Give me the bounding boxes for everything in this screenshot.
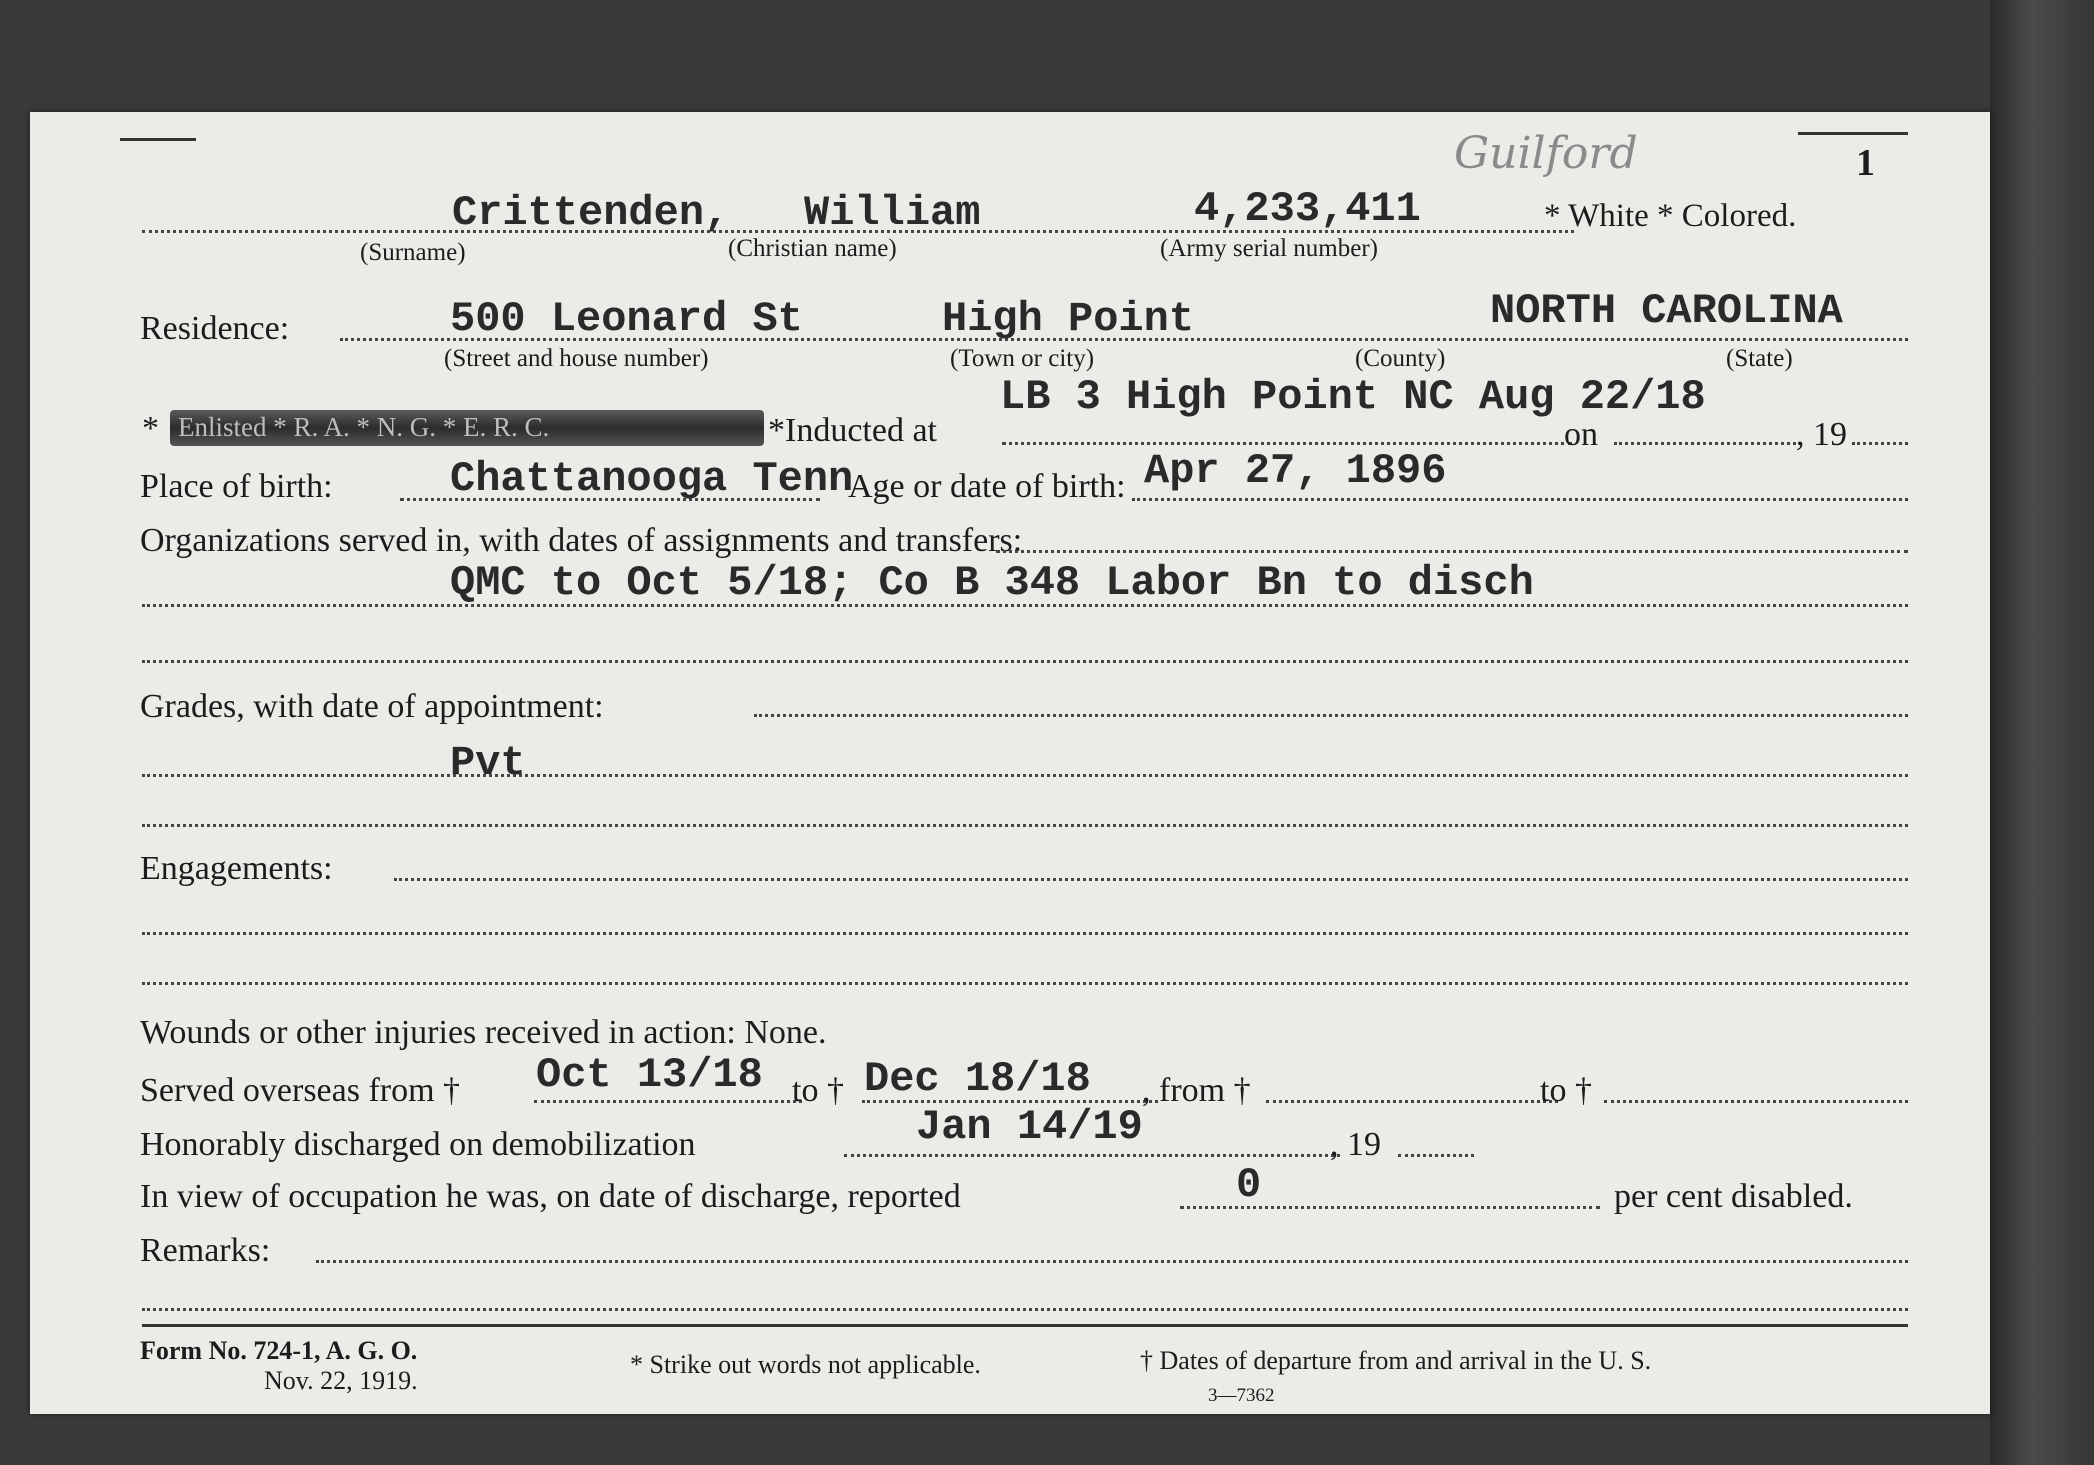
overseas-from-line-2 bbox=[1266, 1100, 1558, 1103]
wounds-text: Wounds or other injuries received in action: None. bbox=[140, 1014, 827, 1051]
street-value: 500 Leonard St bbox=[450, 295, 803, 343]
race-options: * White * Colored. bbox=[1544, 198, 1797, 234]
grades-line-3 bbox=[142, 824, 1908, 827]
inducted-label: *Inducted at bbox=[768, 412, 937, 449]
grades-value: Pvt bbox=[450, 739, 526, 787]
discharge-label: Honorably discharged on demobilization bbox=[140, 1126, 696, 1163]
serial-number-caption: (Army serial number) bbox=[1160, 235, 1378, 262]
serial-number-value: 4,233,411 bbox=[1194, 185, 1421, 233]
inducted-value: LB 3 High Point NC Aug 22/18 bbox=[1000, 373, 1706, 421]
on-label: on bbox=[1564, 416, 1598, 453]
overseas-label: Served overseas from † bbox=[140, 1072, 461, 1109]
remarks-label: Remarks: bbox=[140, 1232, 271, 1269]
town-value: High Point bbox=[942, 295, 1195, 343]
print-code: 3—7362 bbox=[1208, 1385, 1275, 1406]
age-label: Age or date of birth: bbox=[848, 468, 1126, 505]
organizations-line-2 bbox=[142, 604, 1908, 607]
engagements-line-1 bbox=[394, 878, 1908, 881]
organizations-label: Organizations served in, with dates of assignments and transfers: bbox=[140, 522, 1023, 559]
organizations-line-3 bbox=[142, 660, 1908, 663]
inducted-year-line bbox=[1852, 442, 1908, 445]
remarks-line-1 bbox=[316, 1260, 1908, 1263]
birth-date-value: Apr 27, 1896 bbox=[1144, 447, 1447, 495]
town-caption: (Town or city) bbox=[950, 345, 1095, 372]
overseas-from-value: Oct 13/18 bbox=[536, 1051, 763, 1099]
surname-caption: (Surname) bbox=[360, 239, 466, 266]
top-left-rule bbox=[120, 138, 196, 141]
form-number: Form No. 724-1, A. G. O. bbox=[140, 1336, 418, 1365]
form-date: Nov. 22, 1919. bbox=[264, 1366, 418, 1395]
surname-value: Crittenden, bbox=[452, 189, 730, 237]
inducted-year-label: , 19 bbox=[1796, 416, 1847, 453]
overseas-to-line-2 bbox=[1604, 1100, 1908, 1103]
engagements-line-2 bbox=[142, 932, 1908, 935]
birthplace-label: Place of birth: bbox=[140, 468, 333, 505]
state-caption: (State) bbox=[1726, 345, 1793, 372]
overseas-from-label-2: , from † bbox=[1142, 1072, 1251, 1109]
discharge-year-label: , 19 bbox=[1330, 1126, 1381, 1163]
service-record-card bbox=[30, 112, 1990, 1414]
occupation-label: In view of occupation he was, on date of discharge, reported bbox=[140, 1178, 961, 1215]
remarks-line-2 bbox=[142, 1308, 1908, 1311]
state-value: NORTH CAROLINA bbox=[1490, 287, 1843, 335]
grades-line-1 bbox=[754, 714, 1908, 717]
disabled-label: per cent disabled. bbox=[1614, 1178, 1853, 1215]
engagements-label: Engagements: bbox=[140, 850, 333, 887]
age-line bbox=[1132, 498, 1908, 501]
grades-line-2 bbox=[142, 774, 1908, 777]
scan-background bbox=[1990, 0, 2094, 1465]
top-right-rule bbox=[1798, 132, 1908, 135]
handwritten-county: Guilford bbox=[1454, 128, 1638, 179]
card-number: 1 bbox=[1856, 142, 1875, 184]
street-caption: (Street and house number) bbox=[444, 345, 709, 372]
overseas-to-label-2: to † bbox=[1540, 1072, 1592, 1109]
residence-label: Residence: bbox=[140, 310, 290, 347]
overseas-from-line bbox=[534, 1100, 802, 1103]
organizations-line-1 bbox=[996, 550, 1908, 553]
christian-name-caption: (Christian name) bbox=[728, 235, 897, 262]
on-date-line bbox=[1614, 442, 1796, 445]
inducted-line bbox=[1002, 442, 1572, 445]
discharge-date-value: Jan 14/19 bbox=[916, 1103, 1143, 1151]
christian-name-value: William bbox=[804, 189, 981, 237]
footnote-dates: † Dates of departure from and arrival in the U. S. bbox=[1140, 1346, 1652, 1375]
footer-rule bbox=[142, 1324, 1908, 1327]
county-caption: (County) bbox=[1355, 345, 1446, 372]
enlistment-options-text: Enlisted * R. A. * N. G. * E. R. C. bbox=[178, 412, 550, 442]
grades-label: Grades, with date of appointment: bbox=[140, 688, 604, 725]
disabled-value: 0 bbox=[1236, 1161, 1262, 1209]
organizations-value: QMC to Oct 5/18; Co B 348 Labor Bn to disch bbox=[450, 559, 1534, 607]
engagements-line-3 bbox=[142, 982, 1908, 985]
footnote-strike-out: * Strike out words not applicable. bbox=[630, 1350, 981, 1379]
overseas-to-label: to † bbox=[792, 1072, 844, 1109]
discharge-year-line bbox=[1398, 1154, 1474, 1157]
birthplace-value: Chattanooga Tenn bbox=[450, 455, 854, 503]
enlist-asterisk: * bbox=[142, 410, 159, 447]
overseas-to-value: Dec 18/18 bbox=[864, 1055, 1091, 1103]
discharge-line bbox=[844, 1154, 1340, 1157]
